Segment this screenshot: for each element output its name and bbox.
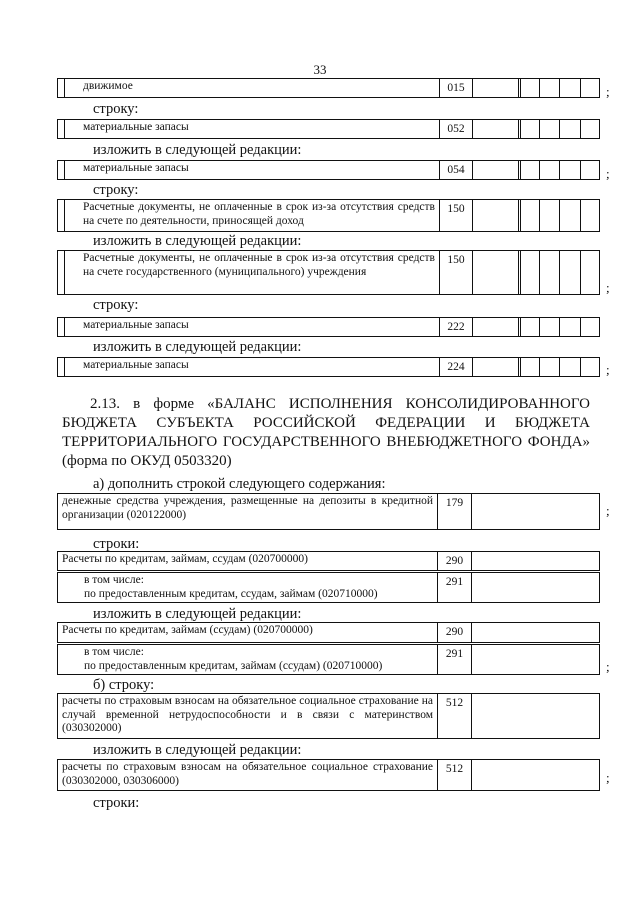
row-code: 290	[438, 551, 472, 571]
caption: строку:	[93, 297, 139, 313]
table-row	[57, 693, 600, 739]
row-description: движимое	[64, 79, 439, 97]
paragraph-line: ТЕРРИТОРИАЛЬНОГО ГОСУДАРСТВЕННОГО ВНЕБЮДЖЕТНОГО ФОНДА»	[62, 434, 590, 450]
row-code: 222	[439, 318, 473, 336]
row-code: 512	[438, 693, 472, 739]
semicolon: ;	[606, 84, 610, 99]
table-row	[57, 551, 600, 571]
row-code: 150	[439, 200, 473, 231]
row-description: материальные запасы	[64, 358, 439, 376]
caption: изложить в следующей редакции:	[93, 742, 302, 758]
row-code: 512	[438, 759, 472, 791]
semicolon: ;	[606, 362, 610, 377]
caption: изложить в следующей редакции:	[93, 606, 302, 622]
caption: строки:	[93, 536, 140, 552]
semicolon: ;	[606, 770, 610, 785]
row-description: материальные запасы	[64, 318, 439, 336]
caption: изложить в следующей редакции:	[93, 339, 302, 355]
section-paragraph	[62, 395, 590, 471]
row-code: 015	[439, 79, 473, 97]
row-description: Расчеты по кредитам, займам (ссудам) (020700000)	[57, 622, 438, 643]
caption: изложить в следующей редакции:	[93, 142, 302, 158]
caption: а) дополнить строкой следующего содержания:	[93, 476, 386, 492]
table-row	[57, 199, 600, 232]
table-row	[57, 572, 600, 603]
paragraph-line: БЮДЖЕТА СУБЪЕКТА РОССИЙСКОЙ ФЕДЕРАЦИИ И БЮДЖЕТА	[62, 415, 590, 431]
semicolon: ;	[606, 166, 610, 181]
caption: изложить в следующей редакции:	[93, 233, 302, 249]
table-row	[57, 78, 600, 98]
semicolon: ;	[606, 280, 610, 295]
row-code: 290	[438, 622, 472, 643]
row-code: 150	[439, 251, 473, 294]
page-number: 33	[313, 62, 327, 77]
caption: б) строку:	[93, 677, 155, 693]
row-code: 291	[438, 572, 472, 603]
row-description: денежные средства учреждения, размещенные на депозиты в кредитной организации (020122000)	[57, 493, 438, 530]
semicolon: ;	[606, 659, 610, 674]
table-row	[57, 160, 600, 180]
row-description: расчеты по страховым взносам на обязательное социальное страхование на случай временной нетрудоспособности и в связи с материнством (030302000)	[57, 693, 438, 739]
row-subtitle: в том числе:	[84, 646, 144, 658]
paragraph-line: 2.13. в форме «БАЛАНС ИСПОЛНЕНИЯ КОНСОЛИДИРОВАННОГО	[90, 396, 590, 412]
table-row	[57, 357, 600, 377]
row-text: по предоставленным кредитам, ссудам, займам (020710000)	[84, 587, 378, 600]
semicolon: ;	[606, 503, 610, 518]
row-code: 179	[438, 493, 472, 530]
row-description: Расчетные документы, не оплаченные в срок из-за отсутствия средств на счете по деятельности, приносящей доход	[64, 200, 439, 231]
table-row	[57, 622, 600, 643]
caption: строку:	[93, 182, 139, 198]
row-description: Расчеты по кредитам, займам, ссудам (020700000)	[57, 551, 438, 571]
table-row	[57, 493, 600, 530]
row-text: по предоставленным кредитам, займам (ссудам) (020710000)	[84, 659, 383, 672]
row-code: 052	[439, 120, 473, 138]
row-description	[57, 572, 438, 603]
table-row	[57, 119, 600, 139]
row-code: 224	[439, 358, 473, 376]
caption: строки:	[93, 795, 140, 811]
caption: строку:	[93, 101, 139, 117]
row-description: материальные запасы	[64, 120, 439, 138]
paragraph-line: (форма по ОКУД 0503320)	[62, 453, 232, 469]
row-description: расчеты по страховым взносам на обязательное социальное страхование (030302000, 030306000)	[57, 759, 438, 791]
row-code: 054	[439, 161, 473, 179]
table-row	[57, 250, 600, 295]
row-subtitle: в том числе:	[84, 574, 144, 586]
row-description	[57, 644, 438, 675]
row-description: материальные запасы	[64, 161, 439, 179]
row-description: Расчетные документы, не оплаченные в срок из-за отсутствия средств на счете государственного (муниципального) учреждения	[64, 251, 439, 294]
table-row	[57, 759, 600, 791]
table-row	[57, 644, 600, 675]
table-row	[57, 317, 600, 337]
row-code: 291	[438, 644, 472, 675]
